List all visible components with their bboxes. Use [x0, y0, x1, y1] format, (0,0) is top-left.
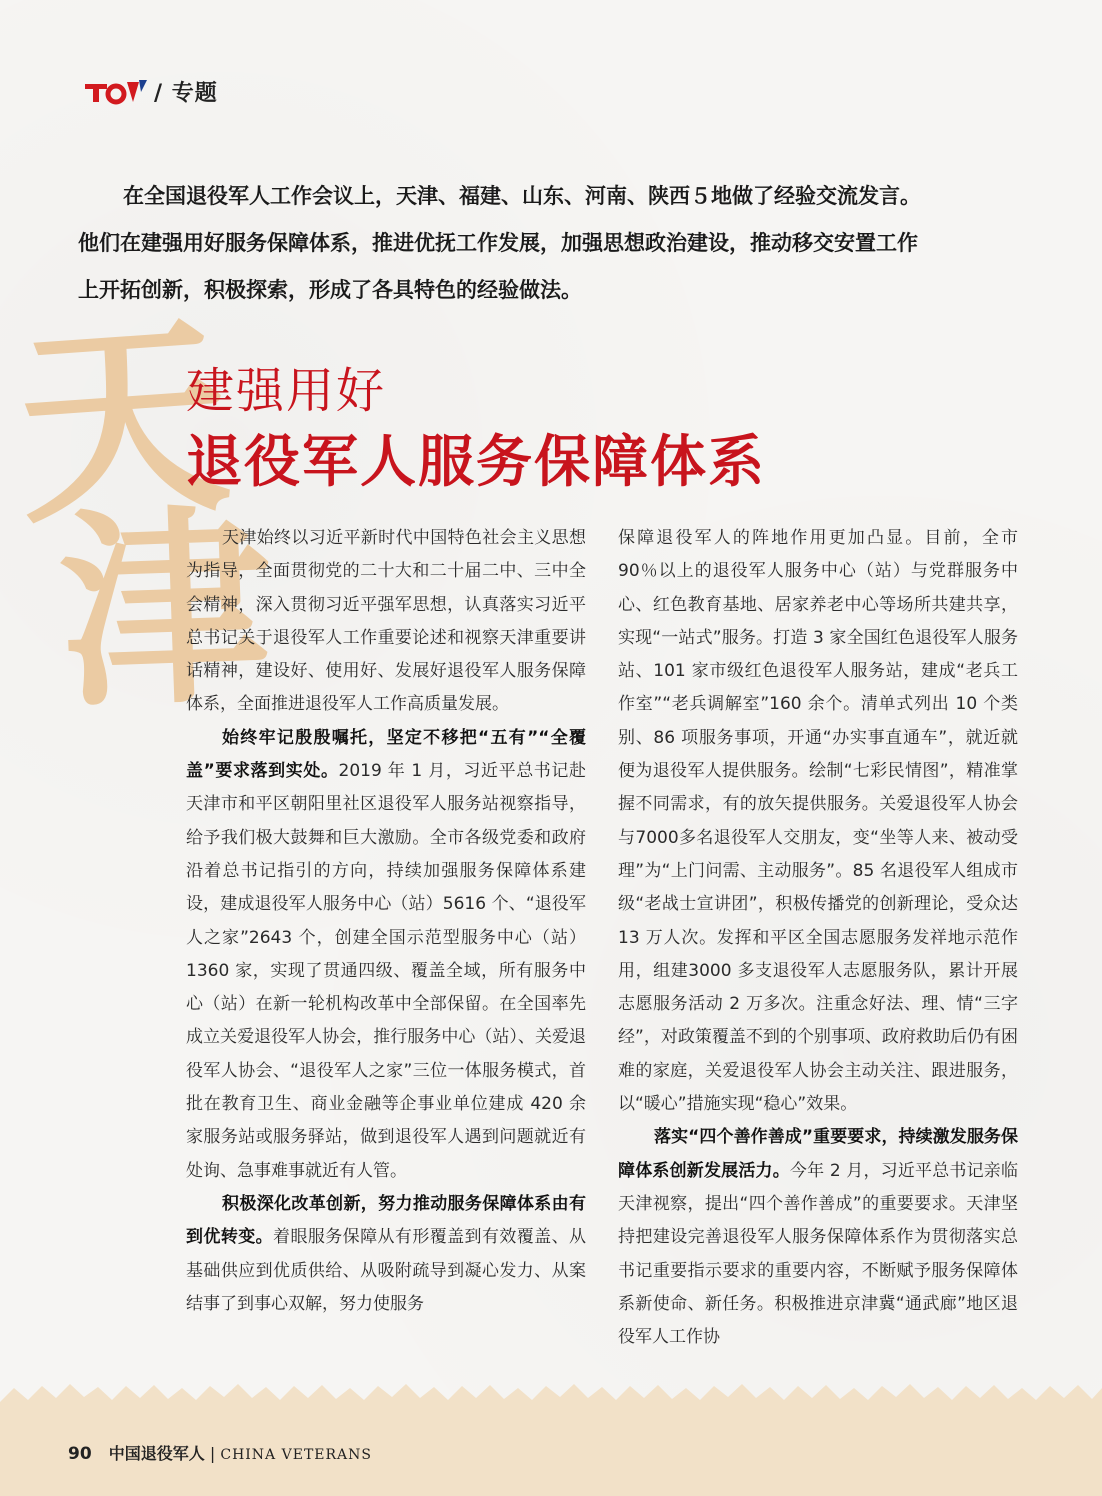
magazine-name: 中国退役军人 [108, 1444, 205, 1463]
article-title-line1: 建强用好 [186, 363, 387, 419]
article-column-left [186, 522, 586, 1321]
left-paragraph-2-lead: 始终牢记殷殷嘱托，坚定不移把“五有”“全覆盖”要求落到实处。 [186, 727, 586, 782]
intro-paragraph [78, 172, 928, 313]
right-paragraph-2 [618, 1121, 1018, 1354]
section-label: / 专题 [154, 80, 218, 106]
left-paragraph-3 [186, 1188, 586, 1321]
magazine-logo-icon [83, 76, 149, 106]
left-paragraph-3-body: 着眼服务保障从有形覆盖到有效覆盖、从基础供应到优质供给、从吸附疏导到凝心发力、从案结事了到事心双解，努力使服务 [186, 1227, 587, 1314]
right-paragraph-1: 保障退役军人的阵地作用更加凸显。目前，全市 90％以上的退役军人服务中心（站）与党群服务中心、红色教育基地、居家养老中心等场所共建共享，实现“一站式”服务。打造 3 家全国红色退役军人服务站、101 家市级红色退役军人服务站，建成“老兵工作室”“老兵调解室”160 余个。清单式列出 10 个类别、86 项服务事项，开通“办实事直通车”，就近就便为退役军人提供服务。绘制“七彩民情图”，精准掌握不同需求，有的放矢提供服务。关爱退役军人协会与7000多名退役军人交朋友，变“坐等人来、被动受理”为“上门问需、主动服务”。85 名退役军人组成市级“老战士宣讲团”，积极传播党的创新理论，受众达 13 万人次。发挥和平区全国志愿服务发祥地示范作用，组建3000 多支退役军人志愿服务队，累计开展志愿服务活动 2 万多次。注重念好法、理、情“三字经”，对政策覆盖不到的个别事项、政府救助后仍有困难的家庭，关爱退役军人协会主动关注、跟进服务，以“暖心”措施实现“稳心”效果。 [618, 528, 1018, 1115]
left-paragraph-1: 天津始终以习近平新时代中国特色社会主义思想为指导，全面贯彻党的二十大和二十届二中、三中全会精神，深入贯彻习近平强军思想，认真落实习近平总书记关于退役军人工作重要论述和视察天津重要讲话精神，建设好、使用好、发展好退役军人服务保障体系，全面推进退役军人工作高质量发展。 [186, 528, 586, 715]
right-paragraph-2-lead: 落实“四个善作善成”重要要求，持续激发服务保障体系创新发展活力。 [618, 1127, 1018, 1181]
torn-paper-decoration [0, 1382, 1102, 1496]
article-title-line2: 退役军人服务保障体系 [186, 430, 766, 495]
left-paragraph-3-lead: 积极深化改革创新，努力推动服务保障体系由有到优转变。 [186, 1193, 586, 1248]
left-paragraph-2 [186, 722, 586, 1188]
page-footer [68, 1441, 372, 1464]
footer-separator: | [209, 1444, 216, 1463]
intro-text: 在全国退役军人工作会议上，天津、福建、山东、河南、陕西５地做了经验交流发言。他们在建强用好服务保障体系，推进优抚工作发展，加强思想政治建设，推动移交安置工作上开拓创新，积极探索，形成了各具特色的经验做法。 [78, 183, 921, 302]
calligraphy-char-2: 津 [55, 482, 275, 737]
left-paragraph-2-body: 2019 年 1 月，习近平总书记赴天津市和平区朝阳里社区退役军人服务站视察指导，给予我们极大鼓舞和巨大激励。全市各级党委和政府沿着总书记指引的方向，持续加强服务保障体系建设，建成退役军人服务中心（站）5616 个、“退役军人之家”2643 个，创建全国示范型服务中心（站）1360 家，实现了贯通四级、覆盖全域，所有服务中心（站）在新一轮机构改革中全部保留。在全国率先成立关爱退役军人协会，推行服务中心（站）、关爱退役军人协会、“退役军人之家”三位一体服务模式，首批在教育卫生、商业金融等企事业单位建成 420 余家服务站或服务驿站，做到退役军人遇到问题就近有处询、急事难事就近有人管。 [186, 761, 586, 1181]
right-paragraph-2-body: 今年 2 月，习近平总书记亲临天津视察，提出“四个善作善成”的重要要求。天津坚持把建设完善退役军人服务保障体系作为贯彻落实总书记重要指示要求的重要内容，不断赋予服务保障体系新使命、新任务。积极推进京津冀“通武廊”地区退役军人工作协 [618, 1160, 1019, 1348]
article-column-right [618, 522, 1018, 1354]
calligraphy-char-1: 天 [9, 291, 237, 554]
magazine-english-name: CHINA VETERANS [220, 1447, 373, 1463]
page-number: 90 [68, 1444, 92, 1464]
